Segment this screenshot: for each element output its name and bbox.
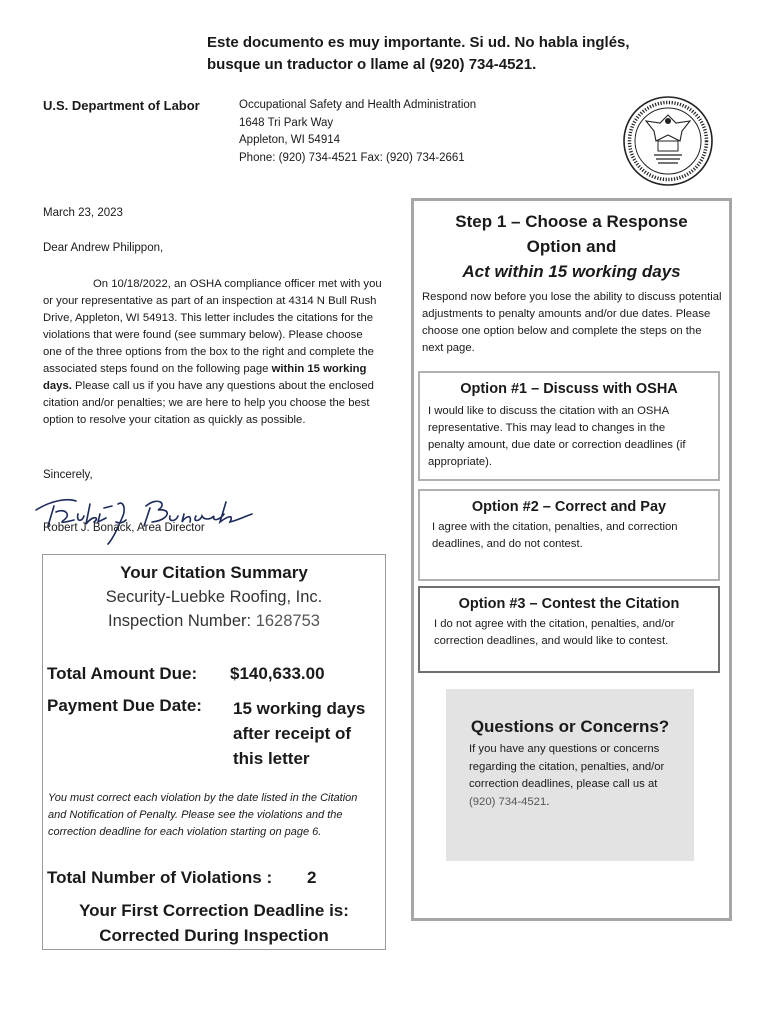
step-title-deadline: Act within 15 working days xyxy=(462,262,681,281)
address-line: Appleton, WI 54914 xyxy=(239,134,341,146)
questions-phone[interactable]: (920) 734-4521 xyxy=(469,795,547,808)
payment-due-line: this letter xyxy=(233,749,310,768)
questions-body: If you have any questions or concerns regarding the citation, penalties, and/or correction deadlines, please call us at xyxy=(469,743,665,790)
total-due-value: $140,633.00 xyxy=(230,664,325,683)
questions-suffix: . xyxy=(546,795,550,808)
agency-name: U.S. Department of Labor xyxy=(43,98,200,113)
deadline-label: Your First Correction Deadline is: xyxy=(79,901,349,920)
option-1-box[interactable] xyxy=(418,371,720,481)
questions-title: Questions or Concerns? xyxy=(470,717,670,736)
option-2-box[interactable] xyxy=(418,489,720,581)
option-3-title: Option #3 – Contest the Citation xyxy=(458,596,680,612)
option-2-text: I agree with the citation, penalties, and correction deadlines, and do not contest. xyxy=(432,521,678,550)
inspection-number xyxy=(43,612,385,631)
deadline-value: Corrected During Inspection xyxy=(99,926,329,945)
citation-summary xyxy=(42,554,386,950)
option-3-text: I do not agree with the citation, penalties, and/or correction deadlines, and would like to contest. xyxy=(434,618,675,647)
letter-greeting: Dear Andrew Philippon, xyxy=(43,242,164,254)
violations-count: 2 xyxy=(307,868,317,887)
letter-body xyxy=(43,276,383,429)
correction-note: You must correct each violation by the date listed in the Citation and Notification of Penalty. Please see the violations and the correction deadline for each violation starting on page 6. xyxy=(48,792,358,838)
option-2-title: Option #2 – Correct and Pay xyxy=(471,499,667,515)
handwritten-signature xyxy=(34,492,254,547)
department-of-labor-seal-icon xyxy=(618,95,718,187)
step-description: Respond now before you lose the ability to discuss potential adjustments to penalty amounts and/or due dates. Please choose one option below and complete the steps on the next page. xyxy=(422,291,722,354)
payment-due-line: after receipt of xyxy=(233,724,352,743)
address-line: 1648 Tri Park Way xyxy=(239,116,334,129)
inspection-value: 1628753 xyxy=(255,612,320,630)
company-name: Security-Luebke Roofing, Inc. xyxy=(105,588,323,606)
inspection-label: Inspection Number: xyxy=(108,612,252,630)
notice-line-2: busque un traductor o llame al (920) 734-4521. xyxy=(207,56,537,73)
payment-due-line: 15 working days xyxy=(233,699,366,718)
summary-title: Your Citation Summary xyxy=(120,563,308,582)
translation-notice xyxy=(207,32,687,76)
step-title xyxy=(414,209,729,284)
signer-name: Robert J. Bonack, Area Director xyxy=(43,522,205,534)
notice-line-1: Este documento es muy importante. Si ud. No habla inglés, xyxy=(207,34,630,51)
letter-body-text-cont: Please call us if you have any questions about the enclosed citation and/or penalties; we are here to help you choose the best option to resolve your citation as quickly as possible. xyxy=(43,380,374,426)
step-title-line: Option and xyxy=(526,237,617,256)
response-options-panel xyxy=(411,198,732,921)
letter-body-text: On 10/18/2022, an OSHA compliance officer met with you or your representative as part of an inspection at 4314 N Bull Rush Drive, Appleton, WI 54913. This letter includes the citations for the violations that were found (see summary below). Please choose one of the three options from the box to the right and complete the associated steps found on the following page xyxy=(43,278,382,375)
agency-address xyxy=(239,97,476,167)
step-title-line: Step 1 – Choose a Response xyxy=(455,212,688,231)
letter-body-emphasis: within 15 working days. xyxy=(43,363,367,392)
option-1-title: Option #1 – Discuss with OSHA xyxy=(460,381,678,397)
letter-date: March 23, 2023 xyxy=(43,207,123,219)
payment-due-label: Payment Due Date: xyxy=(47,696,202,715)
total-due-label: Total Amount Due: xyxy=(47,664,198,683)
violations-label: Total Number of Violations : xyxy=(47,868,273,887)
address-line: Phone: (920) 734-4521 Fax: (920) 734-2661 xyxy=(239,151,465,164)
option-1-text: I would like to discuss the citation with an OSHA representative. This may lead to changes in the penalty amount, due date or correction deadlines (if appropriate). xyxy=(428,405,686,468)
questions-box xyxy=(446,689,694,861)
option-3-box[interactable] xyxy=(418,586,720,673)
address-line: Occupational Safety and Health Administration xyxy=(239,99,477,111)
letter-closing: Sincerely, xyxy=(43,469,93,481)
questions-text xyxy=(469,741,684,811)
payment-due-value xyxy=(233,696,365,771)
